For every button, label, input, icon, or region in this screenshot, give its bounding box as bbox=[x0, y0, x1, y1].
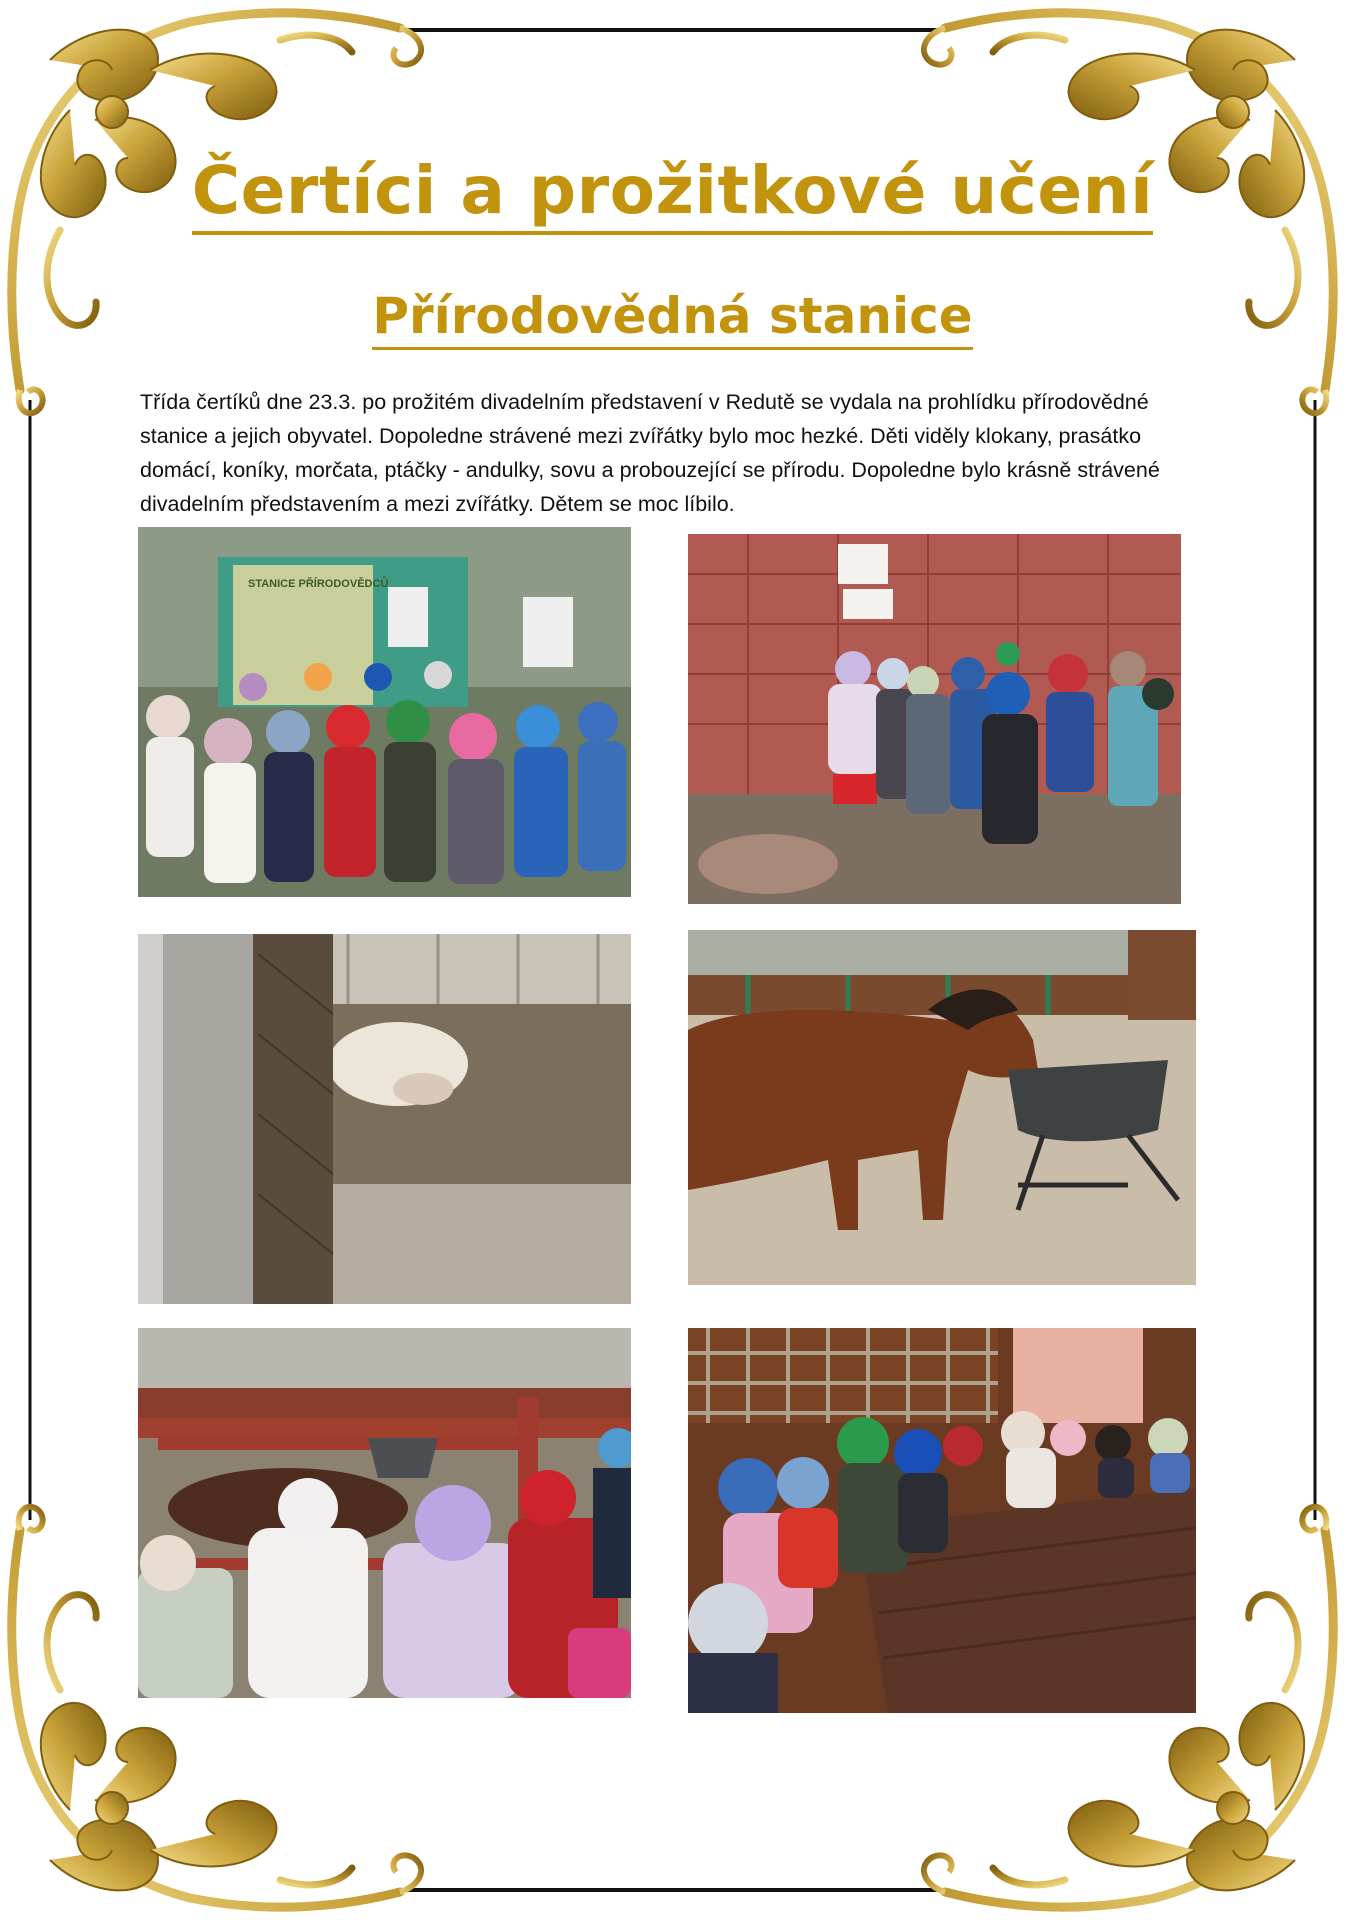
photo-children-at-table bbox=[688, 1328, 1196, 1713]
photo-pony-wheelbarrow bbox=[688, 930, 1196, 1285]
page-title: Čertíci a prožitkové učení bbox=[0, 152, 1345, 229]
page-subtitle: Přírodovědná stanice bbox=[0, 287, 1345, 345]
photo-pig bbox=[138, 934, 631, 1304]
photo-children-with-pony bbox=[138, 1328, 631, 1698]
body-paragraph: Třída čertíků dne 23.3. po prožitém divadelním představení v Redutě se vydala na prohlídku přírodovědné stanice a jejich obyvatel. Dopoledne strávené mezi zvířátky bylo moc hezké. Děti viděly klokany, prasátko domácí, koníky, morčata, ptáčky - andulky, sovu a probouzející se přírodu. Dopoledne bylo krásně strávené divadelním představením a mezi zvířátky. Dětem se moc líbilo. bbox=[140, 390, 1160, 516]
photo-children-at-sign bbox=[138, 527, 631, 897]
photo-children-at-enclosure bbox=[688, 534, 1181, 904]
station-sign-text: STANICE PŘÍRODOVĚDCŮ bbox=[248, 578, 389, 590]
